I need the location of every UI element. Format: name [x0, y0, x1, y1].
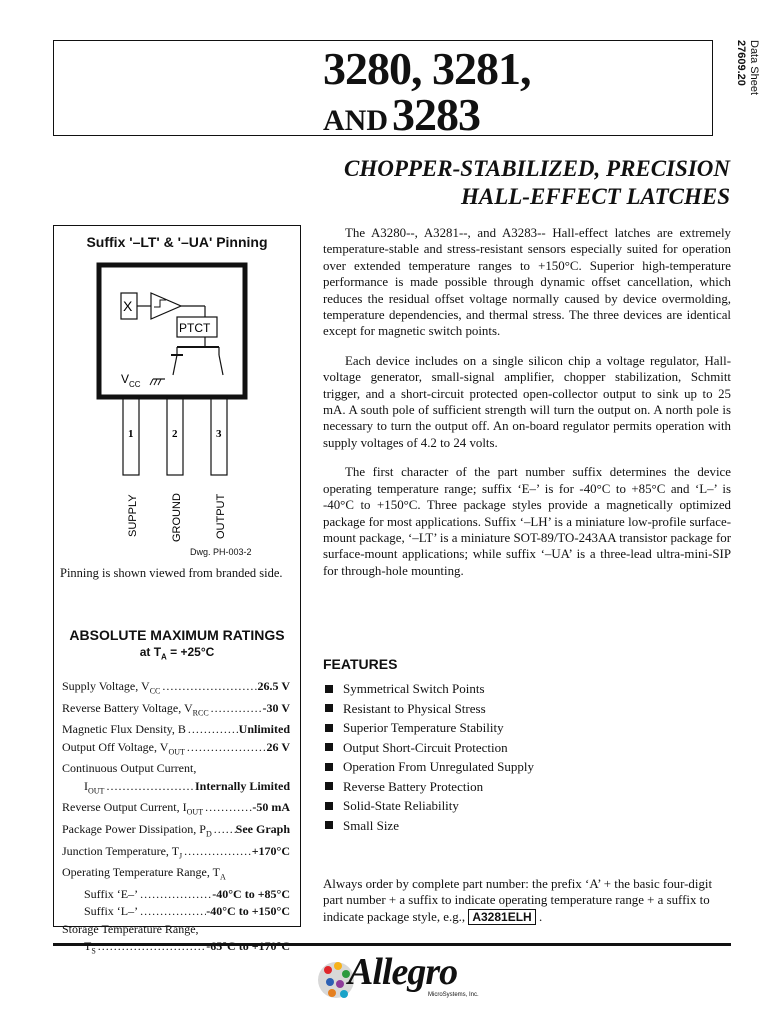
- title-line-2: [323, 88, 480, 141]
- feature-item: Superior Temperature Stability: [325, 718, 534, 738]
- rating-label: S: [91, 946, 96, 956]
- feature-item: Output Short-Circuit Protection: [325, 738, 534, 758]
- feature-item: Operation From Unregulated Supply: [325, 757, 534, 777]
- rating-value: See Graph: [235, 822, 290, 837]
- rating-label: Suffix ‘L–’: [84, 904, 139, 919]
- square-bullet-icon: [325, 724, 333, 732]
- ratings-subtitle: at $T_A = +25^\circ C$: [139, 645, 215, 662]
- features-list: [325, 679, 534, 835]
- subtitle-line-2: HALL-EFFECT LATCHES: [460, 184, 730, 209]
- rating-value: 26 V: [266, 739, 290, 754]
- rating-label: Reverse Battery Voltage, $V_{RCC}$: [62, 700, 209, 718]
- pin-2-name: GROUND: [171, 493, 183, 542]
- rating-label: Reverse Output Current, $I_{OUT}$: [62, 800, 204, 817]
- rating-value: -40°C to +85°C: [212, 887, 290, 902]
- rating-row: [62, 903, 290, 920]
- ordering-text: Always order by complete part number: the prefix ‘A’ + the basic four-digit part number + a suffix to indicate operating temperature range + a suffix to indicate package style, e.g.,: [323, 877, 713, 924]
- example-part-number: A3281ELH: [468, 909, 535, 925]
- subtitle: [344, 155, 730, 211]
- rating-row: [62, 864, 290, 886]
- pinning-title: Suffix '–LT' & '–UA' Pinning: [86, 234, 268, 250]
- square-bullet-icon: [325, 704, 333, 712]
- title-line-1: 3280, 3281,: [323, 43, 531, 94]
- feature-item: Small Size: [325, 816, 534, 836]
- rating-value: 26.5 V: [257, 679, 290, 693]
- square-bullet-icon: [325, 763, 333, 771]
- feature-item: Resistant to Physical Stress: [325, 699, 534, 719]
- paragraph-3: The first character of the part number suffix determines the device operating temperature range; suffix ‘E–’ is for -40°C to +85°C and ‘L–’ is -40°C to +150°C. Three package styles provide a magnetically optimized package for most applications. Suffix ‘–LH’ is a miniature low-profile surface-mount package, ‘–LT’ is a miniature SOT-89/TO-243AA transistor package for surface-mount applications; while suffix ‘–UA’ is a three-lead ultra-mini-SIP for through-hole mounting.: [323, 465, 731, 578]
- rating-value: -50 mA: [252, 800, 290, 815]
- rating-label: Storage Temperature Range,: [62, 921, 199, 936]
- rating-value: Unlimited: [238, 722, 290, 737]
- rating-label: Package Power Dissipation, $P_D$: [62, 822, 212, 839]
- rating-label: Operating Temperature Range, $T_A$: [62, 865, 226, 882]
- feature-item: Symmetrical Switch Points: [325, 679, 534, 699]
- rating-row: [62, 721, 290, 738]
- rating-value: -30 V: [262, 700, 290, 715]
- doc-type: Data Sheet: [748, 40, 760, 96]
- rating-label: Supply Voltage, $V_{CC}$: [62, 679, 161, 696]
- vcc-subscript: CC: [129, 380, 141, 389]
- title-3283: 3283: [392, 89, 480, 140]
- drawing-number: Dwg. PH-003-2: [190, 547, 252, 557]
- rating-row: [62, 760, 290, 777]
- pin-1-number: 1: [128, 428, 134, 440]
- paragraph-2: Each device includes on a single silicon chip a voltage regulator, Hall-voltage generator, small-signal amplifier, chopper stabilization, Schmitt trigger, and a short-circuit protected open-collector output to sink up to 25 mA. A south pole of sufficient strength will turn the output on. A north pole is necessary to turn the output off. An on-board regulator permits operation with supply voltages of 4.2 to 24 volts.: [323, 353, 731, 450]
- allegro-logo-text: Allegro: [348, 951, 458, 993]
- allegro-logo-subtitle: MicroSystems, Inc.: [428, 992, 479, 998]
- square-bullet-icon: [325, 802, 333, 810]
- square-bullet-icon: [325, 821, 333, 829]
- rating-label: $I_{OUT}$: [84, 778, 105, 796]
- rating-row: [62, 821, 290, 843]
- subtitle-line-1: CHOPPER-STABILIZED, PRECISION: [344, 156, 730, 181]
- title-and: AND: [323, 104, 388, 137]
- document-tab: [720, 40, 760, 136]
- footer-rule: [53, 943, 731, 946]
- rating-value: [206, 938, 290, 960]
- square-bullet-icon: [325, 782, 333, 790]
- pin-2-number: 2: [172, 428, 178, 440]
- rating-row: [62, 739, 290, 761]
- vcc-label: V: [121, 372, 130, 386]
- description: [323, 225, 731, 592]
- rating-row: [62, 678, 290, 700]
- rating-value: Internally Limited: [195, 778, 290, 793]
- rating-value: -40°C to +150°C: [206, 904, 290, 919]
- rating-label: Suffix ‘E–’: [84, 887, 139, 902]
- rating-row: [62, 938, 290, 960]
- pinning-note: Pinning is shown viewed from branded side.: [60, 566, 283, 580]
- rating-label: Continuous Output Current,: [62, 761, 197, 776]
- rating-row: [62, 778, 290, 800]
- rating-row: [62, 700, 290, 722]
- features-title: FEATURES: [323, 656, 398, 672]
- paragraph-1: The A3280--, A3281--, and A3283-- Hall-effect latches are extremely temperature-stable and stress-resistant sensors especially suited for operation over extended temperature ranges to +150°C. Superior high-temperature performance is made possible through dynamic offset cancellation, which reduces the residual offset voltage normally caused by device overmolding, temperature dependencies, and thermal stress. The three devices are identical except for magnetic switch points.: [323, 226, 731, 339]
- block-ptct-label: PTCT: [179, 321, 211, 335]
- feature-item: Reverse Battery Protection: [325, 777, 534, 797]
- doc-number: 27609.20: [735, 40, 747, 86]
- feature-item: Solid-State Reliability: [325, 796, 534, 816]
- rating-row: [62, 799, 290, 821]
- rating-row: [62, 843, 290, 865]
- square-bullet-icon: [325, 685, 333, 693]
- pin-3-number: 3: [216, 428, 222, 440]
- block-x-label: X: [123, 298, 133, 314]
- rating-label: Magnetic Flux Density, B: [62, 722, 186, 737]
- ordering-note: Always order by complete part number: the prefix ‘A’ + the basic four-digit part number + a suffix to indicate operating temperature range + a suffix to indicate package style, e.g., A3281ELH .: [323, 877, 713, 924]
- rating-row: [62, 886, 290, 903]
- rating-row: [62, 921, 290, 938]
- pin-1-name: SUPPLY: [127, 494, 139, 537]
- ratings-title: ABSOLUTE MAXIMUM RATINGS: [69, 627, 285, 643]
- ratings-list: [62, 678, 290, 960]
- pinning-diagram: [53, 255, 301, 555]
- rating-label: Junction Temperature, $T_J$: [62, 843, 183, 861]
- pin-3-name: OUTPUT: [215, 493, 227, 539]
- square-bullet-icon: [325, 743, 333, 751]
- amplifier-icon: [151, 293, 181, 319]
- rating-value: +170°C: [251, 843, 290, 858]
- rating-label: Output Off Voltage, $V_{OUT}$: [62, 739, 185, 757]
